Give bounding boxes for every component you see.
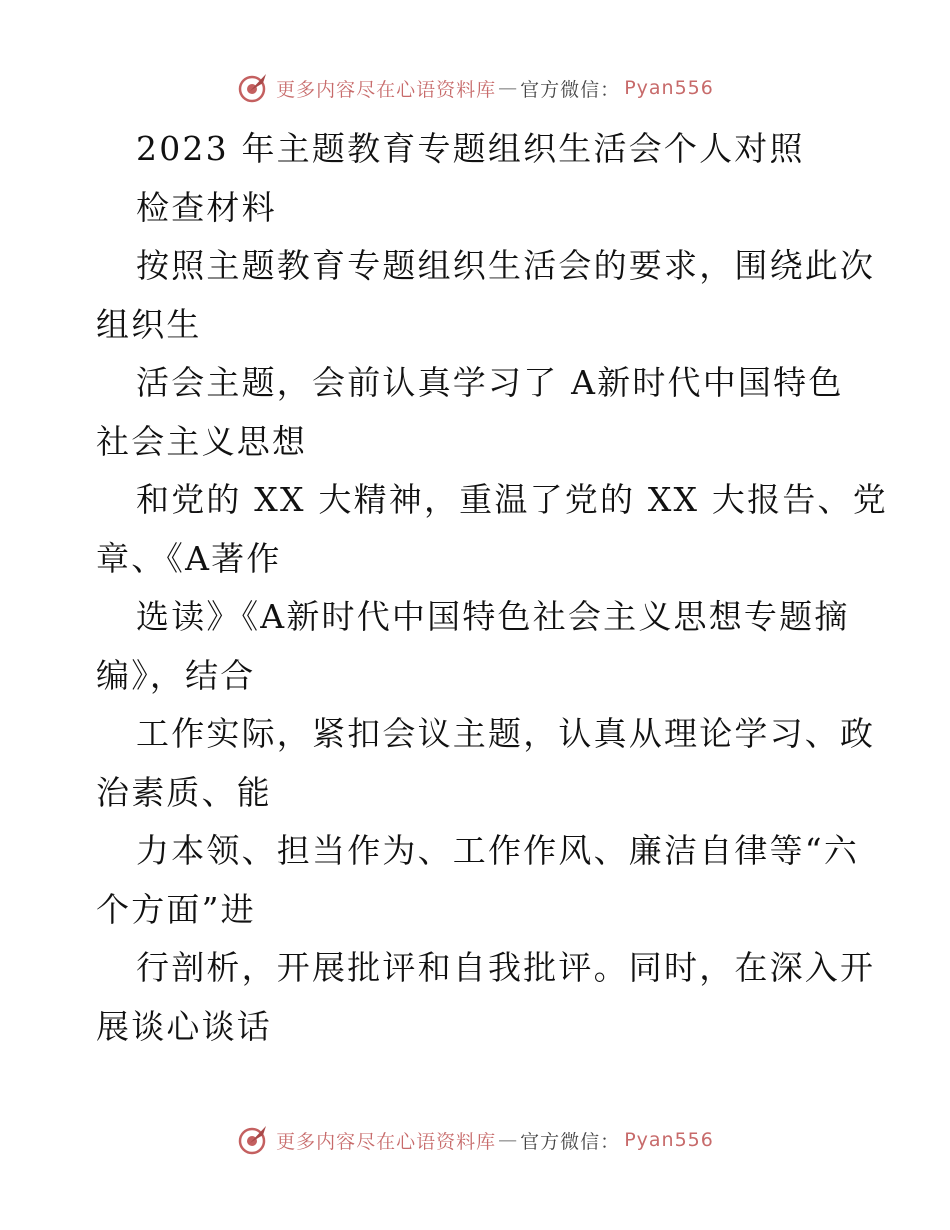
quill-logo-icon	[236, 1123, 270, 1157]
paragraph-line: 行剖析，开展批评和自我批评。同时，在深入开	[136, 948, 876, 987]
paragraph-line: 个方面”进	[96, 889, 256, 929]
watermark-official-label: 官方微信：	[520, 78, 621, 101]
watermark-dash: —	[498, 77, 519, 99]
watermark-wechat-id: Pyan556	[624, 77, 714, 99]
watermark-text: 更多内容尽在心语资料库	[276, 1130, 497, 1153]
paragraph-line: 和党的 XX 大精神，重温了党的 XX 大报告、党	[136, 480, 888, 519]
paragraph-line: 章、《A著作	[96, 538, 282, 578]
paragraph-line: 力本领、担当作为、工作作风、廉洁自律等“六	[136, 831, 860, 870]
paragraph-line: 按照主题教育专题组织生活会的要求，围绕此次	[136, 246, 876, 285]
document-body	[96, 120, 888, 1056]
paragraph-line: 选读》《A新时代中国特色社会主义思想专题摘	[136, 597, 850, 636]
watermark-official-label: 官方微信：	[520, 1130, 621, 1153]
quill-logo-icon	[236, 71, 270, 105]
paragraph-line: 组织生	[96, 304, 202, 344]
paragraph-line: 治素质、能	[96, 772, 272, 812]
title-line-1: 2023 年主题教育专题组织生活会个人对照	[136, 129, 805, 168]
footer-watermark	[0, 1120, 950, 1160]
paragraph-line: 工作实际，紧扣会议主题，认真从理论学习、政	[136, 714, 876, 753]
watermark-dash: —	[498, 1129, 519, 1151]
paragraph-line: 编》，结合	[96, 655, 256, 695]
watermark-text: 更多内容尽在心语资料库	[276, 78, 497, 101]
watermark-wechat-id: Pyan556	[624, 1129, 714, 1151]
paragraph-line: 社会主义思想	[96, 421, 308, 461]
title-line-2: 检查材料	[136, 187, 277, 227]
header-watermark	[0, 68, 950, 108]
paragraph-line: 活会主题，会前认真学习了 A新时代中国特色	[136, 363, 844, 402]
paragraph-line: 展谈心谈话	[96, 1006, 272, 1046]
